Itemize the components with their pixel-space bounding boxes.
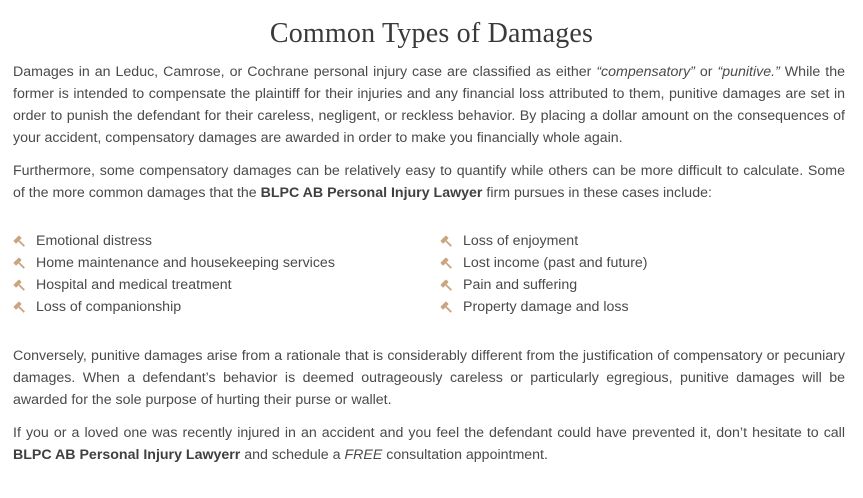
intro-paragraph bbox=[13, 61, 845, 149]
furthermore-text-2: firm pursues in these cases include: bbox=[482, 185, 712, 201]
list-item-label: Loss of companionship bbox=[36, 299, 182, 315]
list-item bbox=[13, 252, 335, 274]
list-item-label: Emotional distress bbox=[36, 233, 152, 249]
firm-name-closing: BLPC AB Personal Injury Lawyerr bbox=[13, 447, 241, 463]
gavel-icon bbox=[13, 256, 27, 270]
damages-list-left bbox=[13, 230, 335, 318]
gavel-icon bbox=[13, 278, 27, 292]
page-title: Common Types of Damages bbox=[269, 18, 594, 49]
furthermore-text-1: Furthermore, some compensatory damages can be relatively easy to quantify while others can be more difficult to calculate. Some of the more common damages that the bbox=[13, 163, 845, 201]
list-item bbox=[440, 296, 648, 318]
gavel-icon bbox=[440, 256, 454, 270]
list-item-label: Lost income (past and future) bbox=[463, 255, 648, 271]
intro-text-2: or bbox=[694, 64, 718, 80]
gavel-icon bbox=[13, 234, 27, 248]
closing-paragraph bbox=[13, 422, 845, 466]
closing-text-2: and schedule a bbox=[240, 447, 345, 463]
firm-name: BLPC AB Personal Injury Lawyer bbox=[260, 185, 483, 201]
list-item bbox=[13, 230, 335, 252]
list-item bbox=[13, 274, 335, 296]
list-item-label: Home maintenance and housekeeping services bbox=[36, 255, 335, 271]
intro-text-3: While the former is intended to compensate the plaintiff for their injuries and any financial loss attributed to them, punitive damages are set in order to punish the defendant for their careless, negligent, or reckless behavior. By placing a dollar amount on the consequences of your accident, compensatory damages are awarded in order to make you financially whole again. bbox=[13, 64, 845, 146]
list-item-label: Property damage and loss bbox=[463, 299, 629, 315]
furthermore-paragraph bbox=[13, 160, 845, 204]
damages-list-right bbox=[440, 230, 648, 318]
intro-text-1: Damages in an Leduc, Camrose, or Cochrane personal injury case are classified as either bbox=[13, 64, 597, 80]
gavel-icon bbox=[13, 300, 27, 314]
closing-text-3: consultation appointment. bbox=[382, 447, 548, 463]
list-item-label: Loss of enjoyment bbox=[463, 233, 579, 249]
list-item bbox=[13, 296, 335, 318]
list-item-label: Hospital and medical treatment bbox=[36, 277, 232, 293]
closing-text-1: If you or a loved one was recently injured in an accident and you feel the defendant could have prevented it, don’t hesitate to call bbox=[13, 425, 845, 441]
conversely-paragraph: Conversely, punitive damages arise from a rationale that is considerably different from the justification of compensatory or pecuniary damages. When a defendant’s behavior is deemed outrageously careless or particularly egregious, punitive damages will be awarded for the sole purpose of hurting their purse or wallet. bbox=[13, 348, 845, 408]
list-item-label: Pain and suffering bbox=[463, 277, 578, 293]
punitive-term: “punitive.” bbox=[717, 64, 780, 80]
list-item bbox=[440, 230, 648, 252]
gavel-icon bbox=[440, 234, 454, 248]
list-item bbox=[440, 252, 648, 274]
compensatory-term: “compensatory” bbox=[596, 64, 695, 80]
gavel-icon bbox=[440, 278, 454, 292]
list-item bbox=[440, 274, 648, 296]
free-emphasis: FREE bbox=[344, 447, 383, 463]
gavel-icon bbox=[440, 300, 454, 314]
